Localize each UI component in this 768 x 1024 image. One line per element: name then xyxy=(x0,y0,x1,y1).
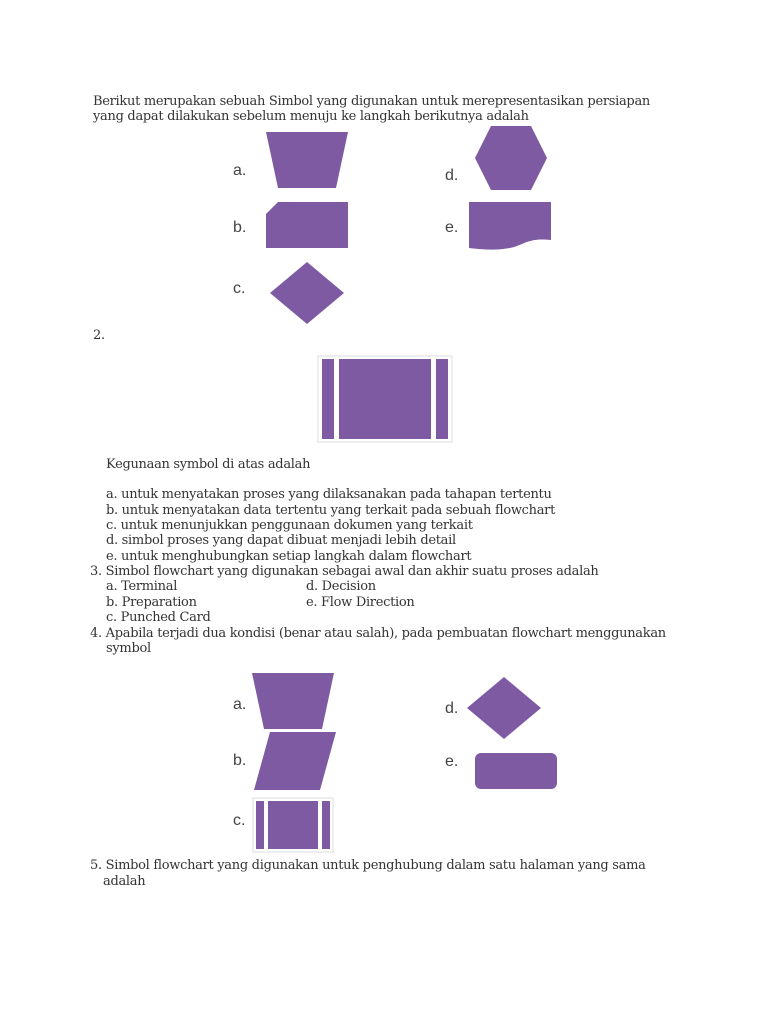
document-shape xyxy=(469,202,553,250)
q4-label-e: e. xyxy=(445,753,459,770)
q1-text-line2: yang dapat dilakukan sebelum menuju ke langkah berikutnya adalah xyxy=(93,109,529,124)
q4-question-line1: 4. Apabila terjadi dua kondisi (benar atau salah), pada pembuatan flowchart menggunakan xyxy=(90,626,666,641)
q3-option-e: e. Flow Direction xyxy=(306,595,415,610)
q4-label-d: d. xyxy=(445,700,459,717)
q2-question: Kegunaan symbol di atas adalah xyxy=(106,457,311,472)
q3-option-c: c. Punched Card xyxy=(106,610,211,625)
q1-label-e: e. xyxy=(445,219,459,236)
q1-text-line1: Berikut merupakan sebuah Simbol yang digunakan untuk merepresentasikan persiapan xyxy=(93,94,650,109)
q4-question-line2: symbol xyxy=(106,641,151,656)
decision-shape xyxy=(467,677,541,739)
predefined-process-shape xyxy=(318,356,452,442)
q2-option-c: c. untuk menunjukkan penggunaan dokumen yang terkait xyxy=(106,518,473,533)
q4-label-c: c. xyxy=(233,812,246,829)
q2-option-a: a. untuk menyatakan proses yang dilaksanakan pada tahapan tertentu xyxy=(106,487,552,502)
decision-shape xyxy=(270,262,344,324)
predefined-process-shape xyxy=(253,798,333,852)
manual-operation-shape xyxy=(266,132,348,188)
terminal-shape xyxy=(475,753,557,789)
q1-label-d: d. xyxy=(445,167,459,184)
data-parallelogram-shape xyxy=(254,732,336,790)
q1-label-b: b. xyxy=(233,219,247,236)
q2-number: 2. xyxy=(93,328,105,343)
q3-option-a: a. Terminal xyxy=(106,579,178,594)
q3-option-b: b. Preparation xyxy=(106,595,197,610)
card-shape xyxy=(266,202,348,248)
q5-question-line1: 5. Simbol flowchart yang digunakan untuk penghubung dalam satu halaman yang sama xyxy=(90,858,646,873)
q4-label-a: a. xyxy=(233,696,247,713)
q2-option-e: e. untuk menghubungkan setiap langkah dalam flowchart xyxy=(106,549,472,564)
q5-question-line2: adalah xyxy=(103,874,146,889)
preparation-shape xyxy=(475,126,547,190)
q3-question: 3. Simbol flowchart yang digunakan sebagai awal dan akhir suatu proses adalah xyxy=(90,564,599,579)
q4-label-b: b. xyxy=(233,752,247,769)
q2-option-b: b. untuk menyatakan data tertentu yang terkait pada sebuah flowchart xyxy=(106,503,556,518)
manual-operation-shape xyxy=(252,673,334,729)
q2-option-d: d. simbol proses yang dapat dibuat menjadi lebih detail xyxy=(106,533,456,548)
q1-label-a: a. xyxy=(233,162,247,179)
q3-option-d: d. Decision xyxy=(306,579,376,594)
q1-label-c: c. xyxy=(233,280,246,297)
